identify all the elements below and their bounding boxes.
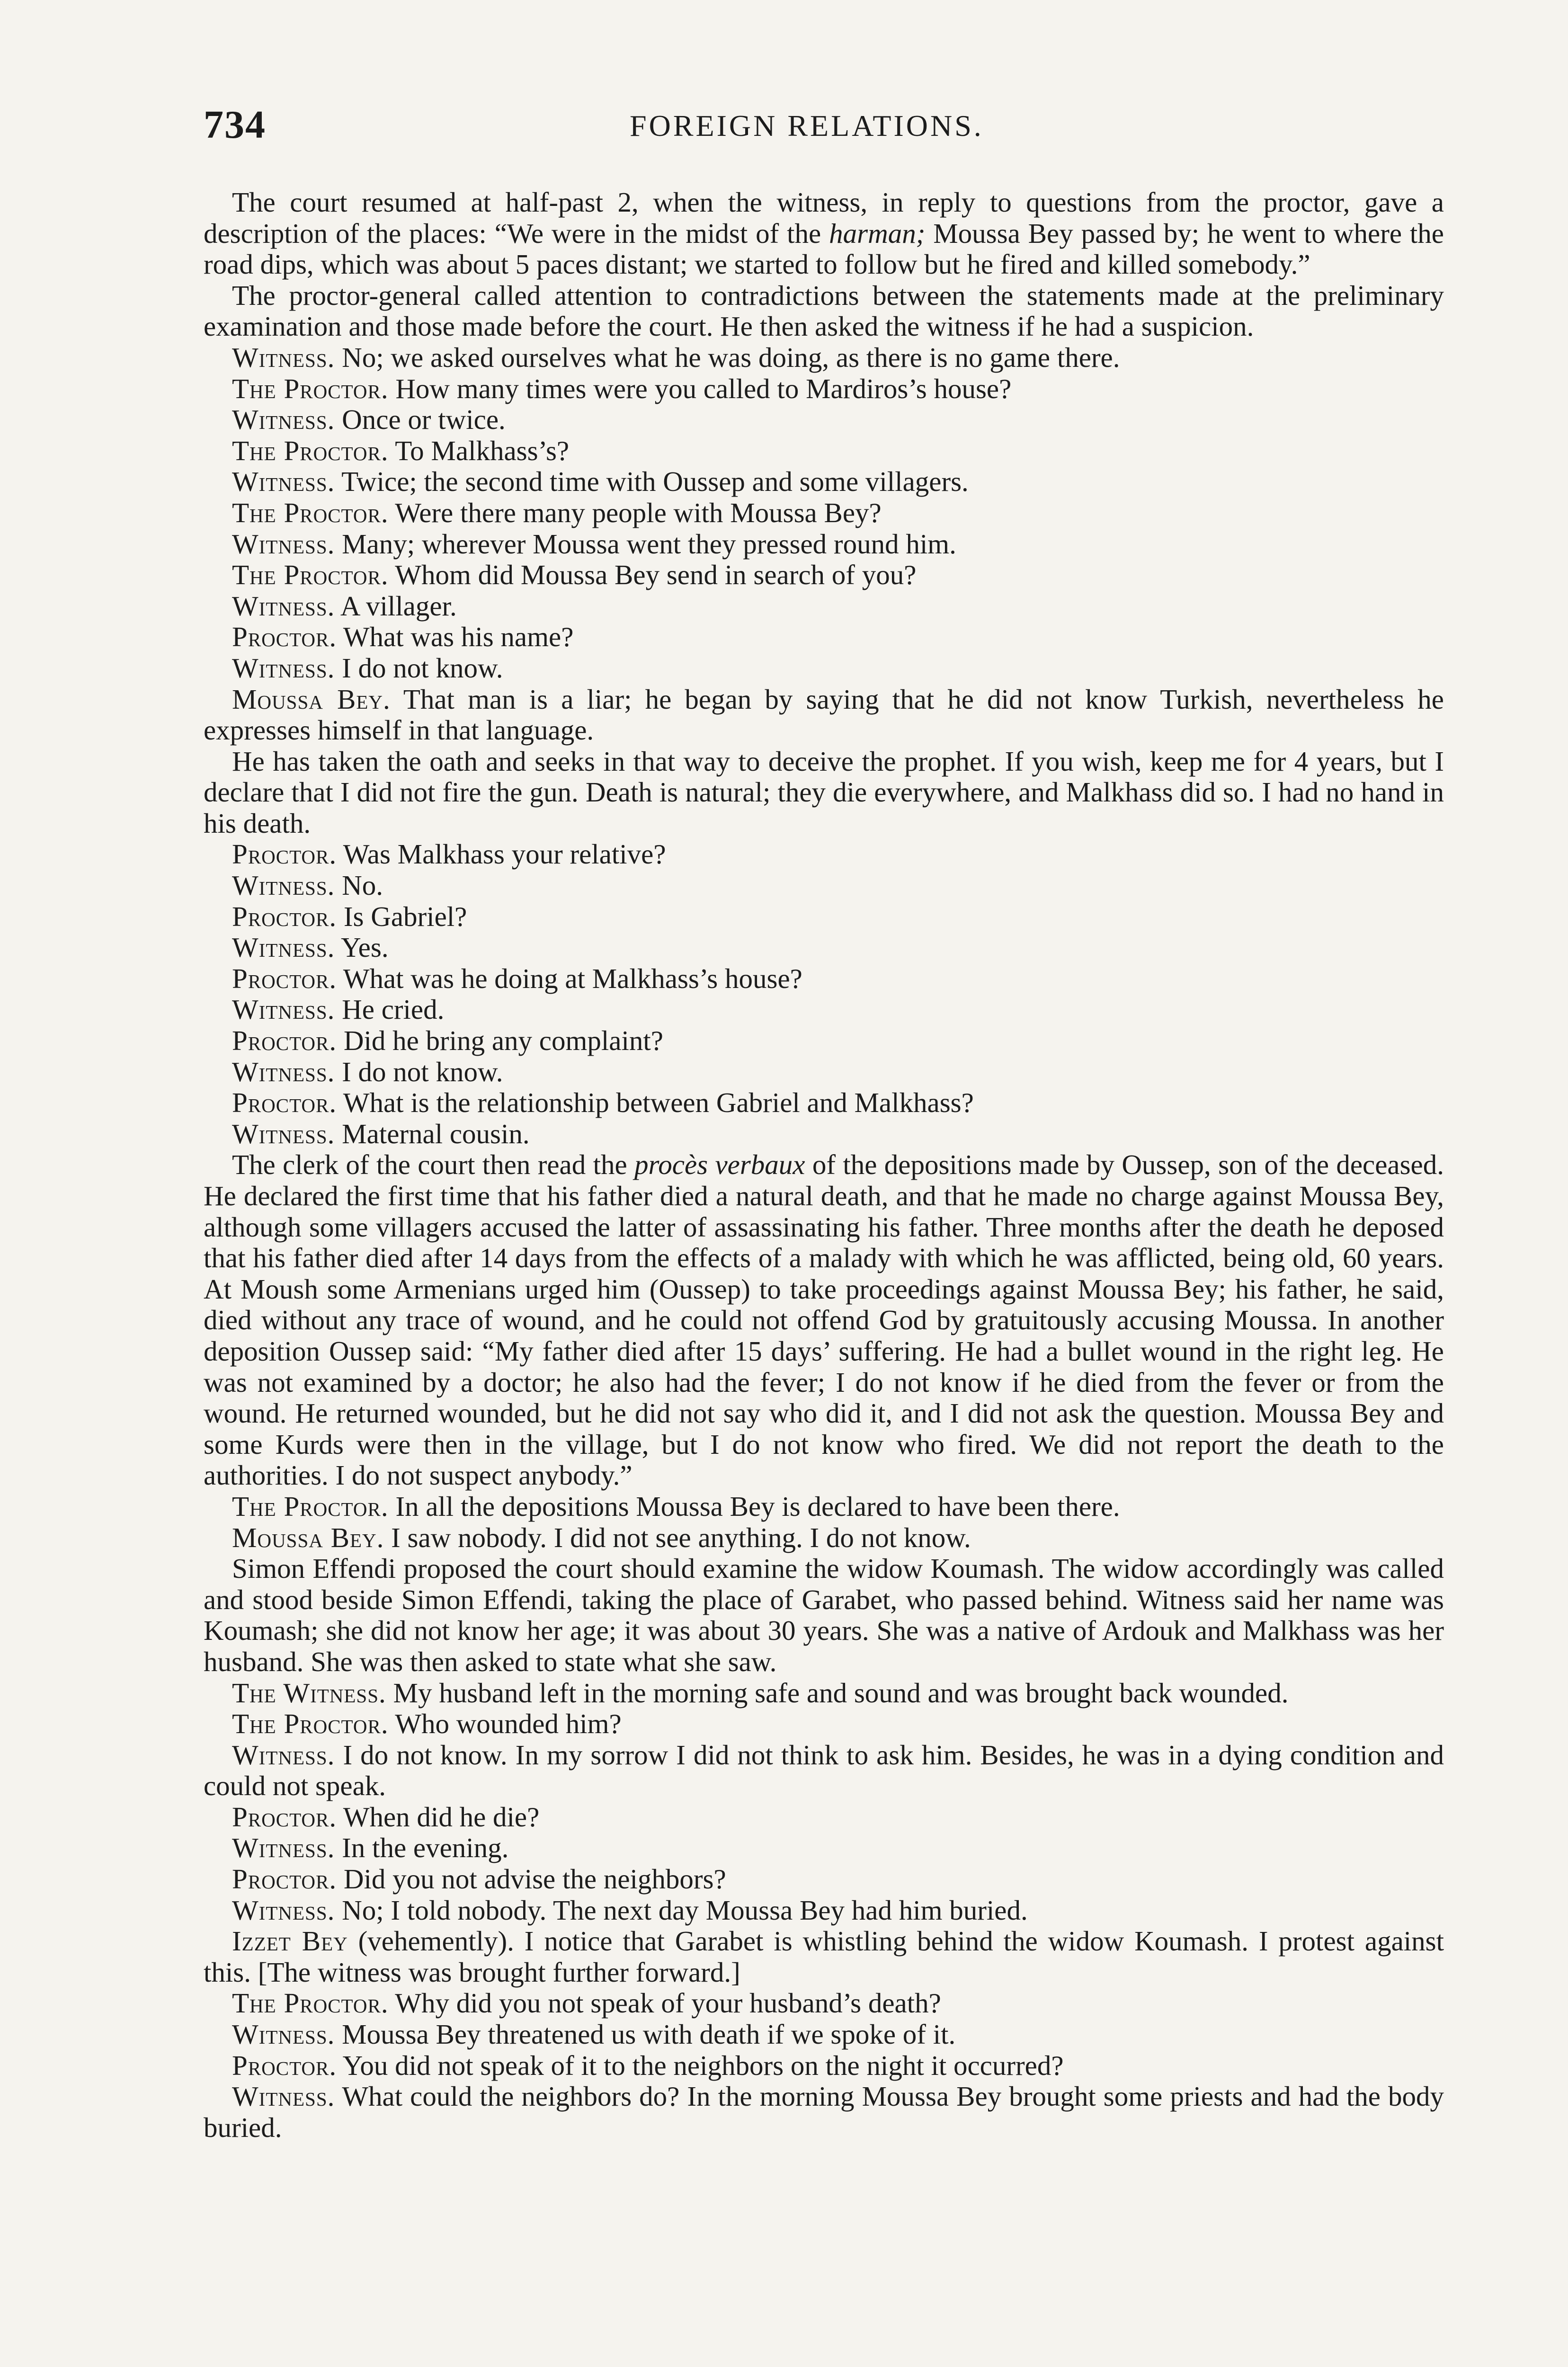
paragraph-text: In all the depositions Moussa Bey is declared to have been there. [388,1490,1120,1522]
paragraph-text: Were there many people with Moussa Bey? [388,497,882,528]
dialogue-line [204,1025,1444,1057]
paragraph [204,187,1444,280]
paragraph-text: (vehemently). I notice that Garabet is whistling behind the widow Koumash. I protest against this. [The witness was brought further forward.] [204,1925,1444,1988]
paragraph-text: That man is a liar; he began by saying that he did not know Turkish, nevertheless he expresses himself in that language. [204,683,1444,746]
dialogue-line [204,1988,1444,2019]
paragraph-text: Did you not advise the neighbors? [337,1863,726,1895]
speaker-label: Witness. [232,652,335,684]
dialogue-line [204,374,1444,405]
paragraph-text: Is Gabriel? [337,900,467,932]
dialogue-line [204,560,1444,591]
paragraph [204,746,1444,839]
speaker-label: Witness. [232,932,335,963]
speaker-label: The Proctor. [232,1490,389,1522]
dialogue-line [204,342,1444,374]
paragraph-text: What could the neighbors do? In the morning Moussa Bey brought some priests and had the body buried. [204,2081,1444,2143]
dialogue-line [204,901,1444,933]
dialogue-line [204,1864,1444,1895]
speaker-label: Witness. [232,2081,335,2112]
speaker-label: Witness. [232,1056,335,1087]
paragraph-text: Simon Effendi proposed the court should examine the widow Koumash. The widow accordingly was called and stood beside Simon Effendi, taking the place of Garabet, who passed behind. Witness said her name was Koumash; she did not know her age; it was about 30 years. She was a native of Ardouk and Malkhass was her husband. She was then asked to state what she saw. [204,1553,1444,1677]
speaker-label: The Proctor. [232,497,389,528]
dialogue-line [204,932,1444,963]
speaker-label: Witness. [232,870,335,901]
italic-term: procès verbaux [634,1149,805,1181]
paragraph-text: I do not know. [335,1056,503,1087]
page-number: 734 [204,103,266,147]
italic-term: harman; [829,217,926,249]
dialogue-line [204,653,1444,684]
paragraph-text: Once or twice. [335,404,506,436]
speaker-label: Moussa Bey. [232,1522,384,1553]
paragraph-text: I saw nobody. I did not see anything. I do not know. [384,1522,971,1553]
speaker-label: Witness. [232,341,335,373]
dialogue-line [204,684,1444,746]
speaker-label: Proctor. [232,2049,337,2081]
paragraph-text: The proctor-general called attention to contradictions between the statements made at the preliminary examination and those made before the court. He then asked the witness if he had a suspicion. [204,279,1444,342]
speaker-label: Witness. [232,2019,335,2050]
dialogue-line [204,1895,1444,1926]
paragraph-text: No; we asked ourselves what he was doing, as there is no game there. [335,341,1120,373]
paragraph [204,1149,1444,1491]
dialogue-line [204,404,1444,436]
speaker-label: Proctor. [232,1087,337,1119]
paragraph-text: What was he doing at Malkhass’s house? [337,962,802,994]
paragraph-text: What is the relationship between Gabriel and Malkhass? [337,1087,974,1119]
paragraph-text-tail: Moussa Bey passed by; he went to where the road dips, which was about 5 paces distant; we started to follow but he fired and killed somebody.” [204,217,1444,280]
dialogue-line [204,1057,1444,1088]
speaker-label: Witness. [232,590,335,622]
dialogue-line [204,1522,1444,1554]
dialogue-line [204,1087,1444,1119]
paragraph-text: The clerk of the court then read the [232,1149,635,1181]
dialogue-line [204,963,1444,995]
paragraph-text: Did he bring any complaint? [337,1025,663,1057]
speaker-label: Witness. [232,1832,335,1864]
paragraph-text: Who wounded him? [388,1708,622,1740]
paragraph-text: My husband left in the morning safe and sound and was brought back wounded. [386,1677,1289,1709]
paragraph-text: Yes. [335,932,389,963]
dialogue-line [204,466,1444,498]
dialogue-line [204,591,1444,622]
dialogue-line [204,1740,1444,1802]
paragraph-text: A villager. [335,590,457,622]
dialogue-line [204,436,1444,467]
paragraph-text: To Malkhass’s? [388,435,570,466]
dialogue-line [204,2050,1444,2082]
paragraph-text: No; I told nobody. The next day Moussa Bey had him buried. [335,1894,1028,1926]
dialogue-line [204,1833,1444,1864]
speaker-label: The Proctor. [232,435,389,466]
speaker-label: Witness. [232,1894,335,1926]
paragraph-text: What was his name? [337,621,574,653]
paragraph-text: I do not know. [335,652,503,684]
paragraph-text: Twice; the second time with Oussep and some villagers. [335,466,969,498]
dialogue-line [204,2019,1444,2050]
speaker-label: Proctor. [232,962,337,994]
paragraph-text: He has taken the oath and seeks in that way to deceive the prophet. If you wish, keep me for 4 years, but I declare that I did not fire the gun. Death is natural; they die everywhere, and Malkhass did so. I had no hand in his death. [204,745,1444,839]
speaker-label: Witness. [232,994,335,1025]
paragraph-text: How many times were you called to Mardiros’s house? [388,373,1012,404]
paragraph-text: He cried. [335,994,445,1025]
paragraph-text-tail: of the depositions made by Oussep, son of the deceased. He declared the first time that his father died a natural death, and that he made no charge against Moussa Bey, although some villagers accused the latter of assassinating his father. Three months after the death he deposed that his father died after 14 days from the effects of a malady with which he was afflicted, being old, 60 years. At Moush some Armenians urged him (Oussep) to take proceedings against Moussa Bey; his father, he said, died without any trace of wound, and he could not offend God by gratuitously accusing Moussa. In another deposition Oussep said: “My father died after 15 days’ suffering. He had a bullet wound in the right leg. He was not examined by a doctor; he also had the fever; I do not know if he died from the fever or from the wound. He returned wounded, but he did not say who did it, and I did not ask the question. Moussa Bey and some Kurds were then in the village, but I do not know who fired. We did not report the death to the authorities. I do not suspect anybody.” [204,1149,1444,1491]
paragraph-text: Maternal cousin. [335,1118,530,1149]
dialogue-line [204,1678,1444,1709]
dialogue-line [204,529,1444,560]
paragraph-text: Was Malkhass your relative? [337,838,666,870]
dialogue-line [204,1491,1444,1522]
speaker-label: Witness. [232,404,335,436]
body-text [204,187,1444,2143]
dialogue-line [204,2081,1444,2143]
page-header [204,102,1491,159]
dialogue-line [204,1119,1444,1150]
paragraph-text: In the evening. [335,1832,509,1864]
dialogue-line [204,1709,1444,1740]
speaker-label: The Witness. [232,1677,386,1709]
dialogue-line [204,498,1444,529]
speaker-label: The Proctor. [232,559,389,591]
paragraph-text: The court resumed at half-past 2, when the witness, in reply to questions from the proctor, gave a description of the places: “We were in the midst of the [204,187,1444,249]
paragraph-text: You did not speak of it to the neighbors on the night it occurred? [337,2049,1064,2081]
paragraph [204,280,1444,342]
speaker-label: Proctor. [232,838,337,870]
speaker-label: Proctor. [232,1801,337,1833]
speaker-label: Proctor. [232,900,337,932]
dialogue-line [204,622,1444,653]
speaker-label: Izzet Bey [232,1925,348,1957]
speaker-label: Moussa Bey. [232,683,391,715]
speaker-label: Proctor. [232,1025,337,1057]
dialogue-line [204,839,1444,870]
paragraph-text: No. [335,870,383,901]
paragraph-text: Moussa Bey threatened us with death if we spoke of it. [335,2019,956,2050]
paragraph-text: Why did you not speak of your husband’s death? [388,1987,941,2019]
paragraph [204,1553,1444,1677]
paragraph-text: I do not know. In my sorrow I did not think to ask him. Besides, he was in a dying condition and could not speak. [204,1739,1444,1802]
dialogue-line [204,994,1444,1025]
speaker-label: The Proctor. [232,1708,389,1740]
speaker-label: Witness. [232,528,335,560]
speaker-label: Witness. [232,1739,335,1771]
dialogue-line [204,1802,1444,1833]
speaker-label: Witness. [232,1118,335,1149]
paragraph-text: Whom did Moussa Bey send in search of you? [388,559,917,591]
paragraph-text: Many; wherever Moussa went they pressed round him. [335,528,956,560]
dialogue-line [204,1926,1444,1988]
speaker-label: Proctor. [232,621,337,653]
speaker-label: Proctor. [232,1863,337,1895]
speaker-label: Witness. [232,466,335,498]
dialogue-line [204,870,1444,901]
running-title: FOREIGN RELATIONS. [630,109,984,142]
speaker-label: The Proctor. [232,373,389,404]
paragraph-text: When did he die? [337,1801,540,1833]
speaker-label: The Proctor. [232,1987,389,2019]
